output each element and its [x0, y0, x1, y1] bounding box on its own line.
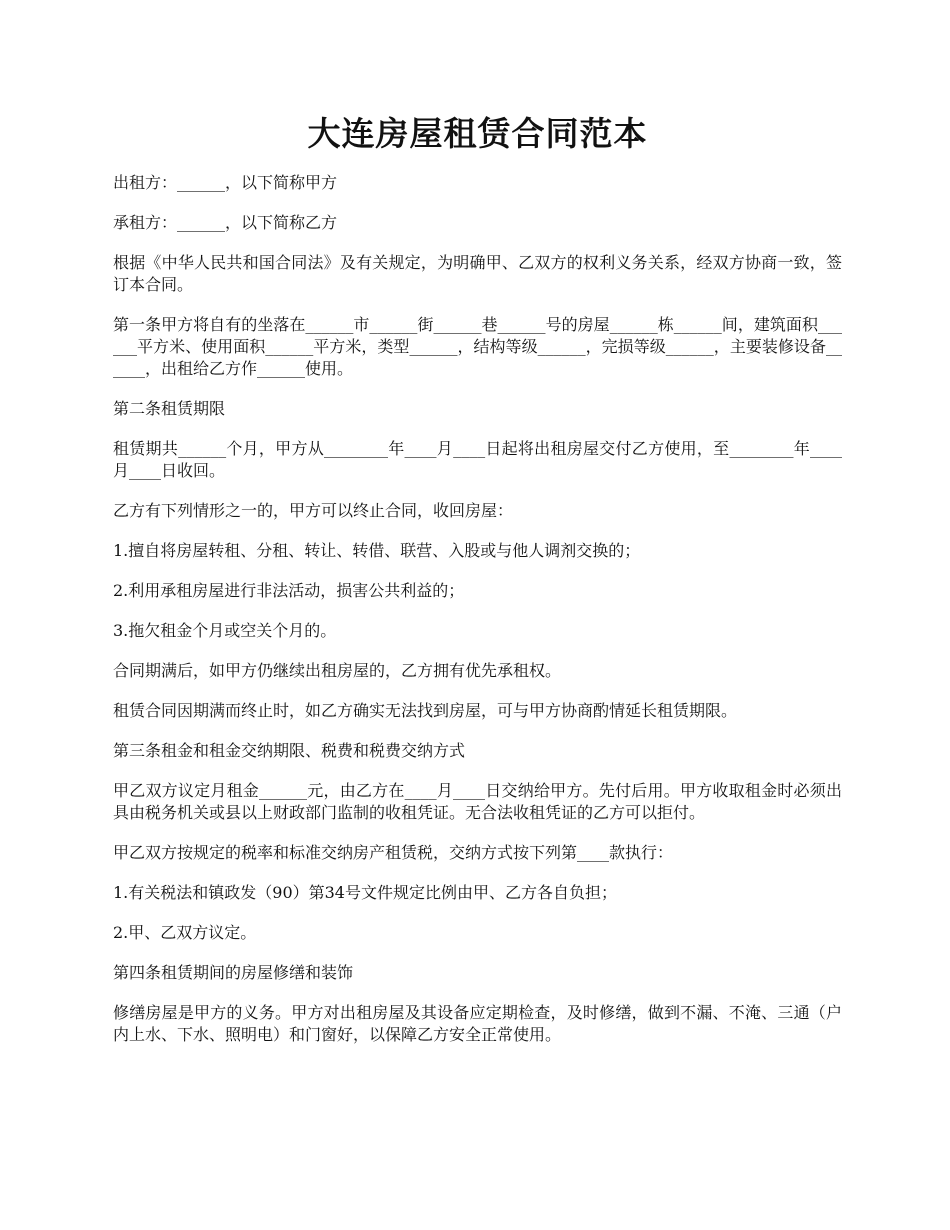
- article-4-heading: 第四条租赁期间的房屋修缮和装饰: [113, 963, 354, 982]
- tax-item-1: 1.有关税法和镇政发（90）第34号文件规定比例由甲、乙方各自负担；: [113, 883, 617, 902]
- lease-term-paragraph: 租赁期共______个月，甲方从________年____月____日起将出租房屋交付乙方使用，至________年____月____日收回。: [113, 439, 842, 480]
- termination-item-3: 3.拖欠租金个月或空关个月的。: [113, 621, 337, 640]
- lessee-line: 承租方：______，以下简称乙方: [113, 213, 338, 232]
- tax-item-2: 2.甲、乙双方议定。: [113, 923, 257, 942]
- tax-paragraph: 甲乙双方按规定的税率和标准交纳房产租赁税，交纳方式按下列第____款执行：: [113, 843, 674, 862]
- lessor-line: 出租方：______，以下简称甲方: [113, 173, 338, 192]
- document-title: 大连房屋租赁合同范本: [307, 114, 648, 153]
- article-2-heading: 第二条租赁期限: [113, 399, 226, 418]
- article-1-paragraph: 第一条甲方将自有的坐落在______市______街______巷______号的房屋______栋______间，建筑面积______平方米、使用面积______平方米，类型______，结构等级______，完损等级______，主要装修设备______，出租给乙方作______使用。: [113, 315, 842, 378]
- article-3-heading: 第三条租金和租金交纳期限、税费和税费交纳方式: [113, 741, 466, 760]
- priority-lease-paragraph: 合同期满后，如甲方仍继续出租房屋的，乙方拥有优先承租权。: [113, 661, 562, 680]
- termination-item-1: 1.擅自将房屋转租、分租、转让、转借、联营、入股或与他人调剂交换的；: [113, 541, 641, 560]
- termination-item-2: 2.利用承租房屋进行非法活动，损害公共利益的；: [113, 581, 465, 600]
- preamble-paragraph: 根据《中华人民共和国合同法》及有关规定，为明确甲、乙双方的权利义务关系，经双方协商一致，签订本合同。: [113, 253, 842, 294]
- repair-paragraph: 修缮房屋是甲方的义务。甲方对出租房屋及其设备应定期检查，及时修缮，做到不漏、不淹、三通（户内上水、下水、照明电）和门窗好，以保障乙方安全正常使用。: [113, 1003, 842, 1044]
- extension-paragraph: 租赁合同因期满而终止时，如乙方确实无法找到房屋，可与甲方协商酌情延长租赁期限。: [113, 701, 738, 720]
- rent-paragraph: 甲乙双方议定月租金______元，由乙方在____月____日交纳给甲方。先付后用。甲方收取租金时必须出具由税务机关或县以上财政部门监制的收租凭证。无合法收租凭证的乙方可以拒付。: [113, 781, 842, 822]
- termination-intro-paragraph: 乙方有下列情形之一的，甲方可以终止合同，收回房屋：: [113, 501, 514, 520]
